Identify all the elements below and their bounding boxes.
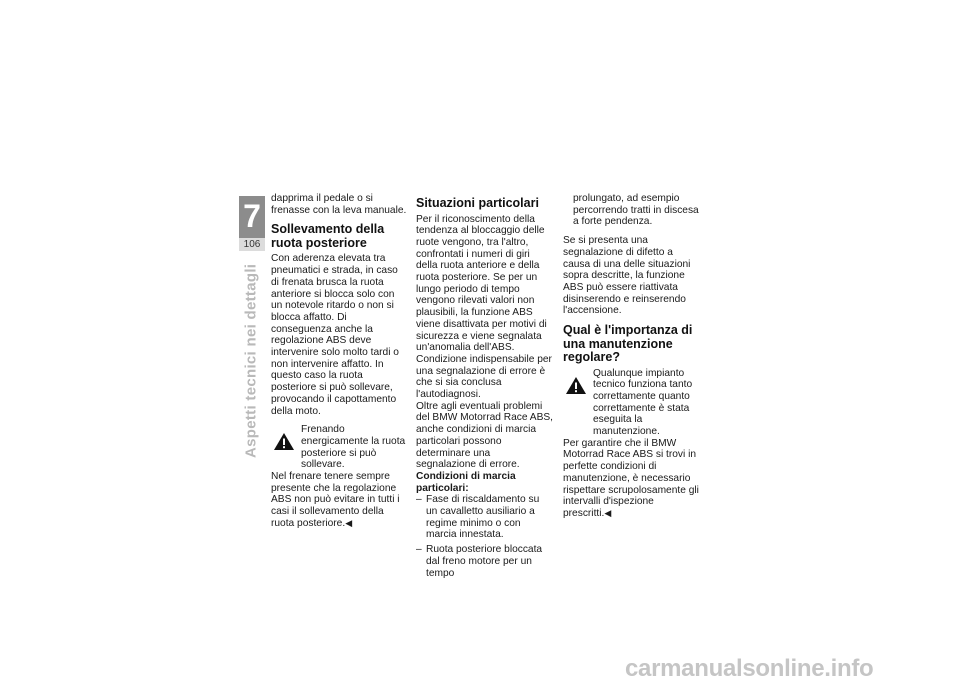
- subheading-conditions: Condizioni di marcia particolari:: [416, 470, 516, 494]
- list-item: [416, 494, 553, 541]
- paragraph: dapprima il pedale o si frenasse con la leva manuale.: [271, 193, 407, 216]
- heading-special-situations: Situazioni particolari: [416, 196, 539, 210]
- page-number: 106: [239, 238, 265, 251]
- paragraph-text: Per garantire che il BMW Motorrad Race ABS si trovi in perfette condizioni di manutenzione, è necessario rispettare scrupolosamente gli intervalli d'ispezione prescritti.: [563, 437, 699, 519]
- warning-icon: [565, 376, 587, 395]
- sidebar-title: Aspetti tecnici nei dettagli: [242, 263, 260, 458]
- paragraph: [271, 471, 408, 530]
- warning-text-cont: Nel frenare tenere sempre presente che la regolazione ABS non può evitare in tutti i casi il sollevamento della ruota posteriore.: [271, 471, 400, 529]
- chapter-number: 7: [239, 196, 265, 238]
- warning-block: [563, 368, 701, 438]
- watermark: carmanualsonline.info: [625, 655, 874, 682]
- warning-text: Frenando energicamente la ruota posteriore si può sollevare.: [301, 424, 406, 471]
- end-mark-icon: ◀: [345, 517, 353, 528]
- warning-text: Qualunque impianto tecnico funziona tanto correttamente quanto correttamente è stata eseguita la manutenzione.: [593, 367, 693, 438]
- list-item-text: Ruota posteriore bloccata dal freno motore per un tempo: [426, 544, 543, 579]
- paragraph: Con aderenza elevata tra pneumatici e strada, in caso di frenata brusca la ruota anteriore si blocca solo con un notevole ritardo o non si blocca affatto. Di conseguenza anche la regolazione ABS deve intervenire solo molto tardi o non intervenire affatto. In questo caso la ruota posteriore si può sollevare, provocando il capottamento della moto.: [271, 253, 399, 417]
- column-2: [416, 193, 553, 586]
- end-mark-icon: ◀: [604, 507, 612, 518]
- column-3: [563, 193, 701, 527]
- chapter-sidebar: [240, 262, 262, 458]
- list-item-text: Fase di riscaldamento su un cavalletto ausiliario a regime minimo o con marcia innestata.: [426, 494, 540, 541]
- heading-rear-wheel-lift: Sollevamento della ruota posteriore: [271, 222, 385, 250]
- warning-icon: [273, 432, 295, 451]
- paragraph: [563, 438, 701, 520]
- list-dash: –: [416, 494, 422, 506]
- paragraph: Se si presenta una segnalazione di difetto a causa di una delle situazioni sopra descritte, la funzione ABS può essere riattivata disinserendo e reinserendo l'accensione.: [563, 235, 691, 317]
- paragraph: Oltre agli eventuali problemi del BMW Motorrad Race ABS, anche condizioni di marcia particolari possono determinare una segnalazione di errore.: [416, 400, 554, 471]
- column-1: [271, 193, 408, 537]
- list-dash: –: [416, 544, 422, 556]
- warning-block: [271, 424, 408, 471]
- heading-maintenance: Qual è l'importanza di una manutenzione regolare?: [563, 323, 693, 365]
- list-item: [416, 544, 553, 579]
- paragraph: Per il riconoscimento della tendenza al bloccaggio delle ruote vengono, tra l'altro, confrontati i numeri di giri della ruota anteriore e della ruota posteriore. Se per un lungo periodo di tempo vengono rilevati valori non plausibili, la funzione ABS viene disattivata per motivi di sicurezza e viene segnalata un'anomalia dell'ABS. Condizione indispensabile per una segnalazione di errore è che si sia conclusa l'autodiagnosi.: [416, 213, 552, 401]
- list-item-continued: prolungato, ad esempio percorrendo tratti in discesa a forte pendenza.: [573, 193, 699, 228]
